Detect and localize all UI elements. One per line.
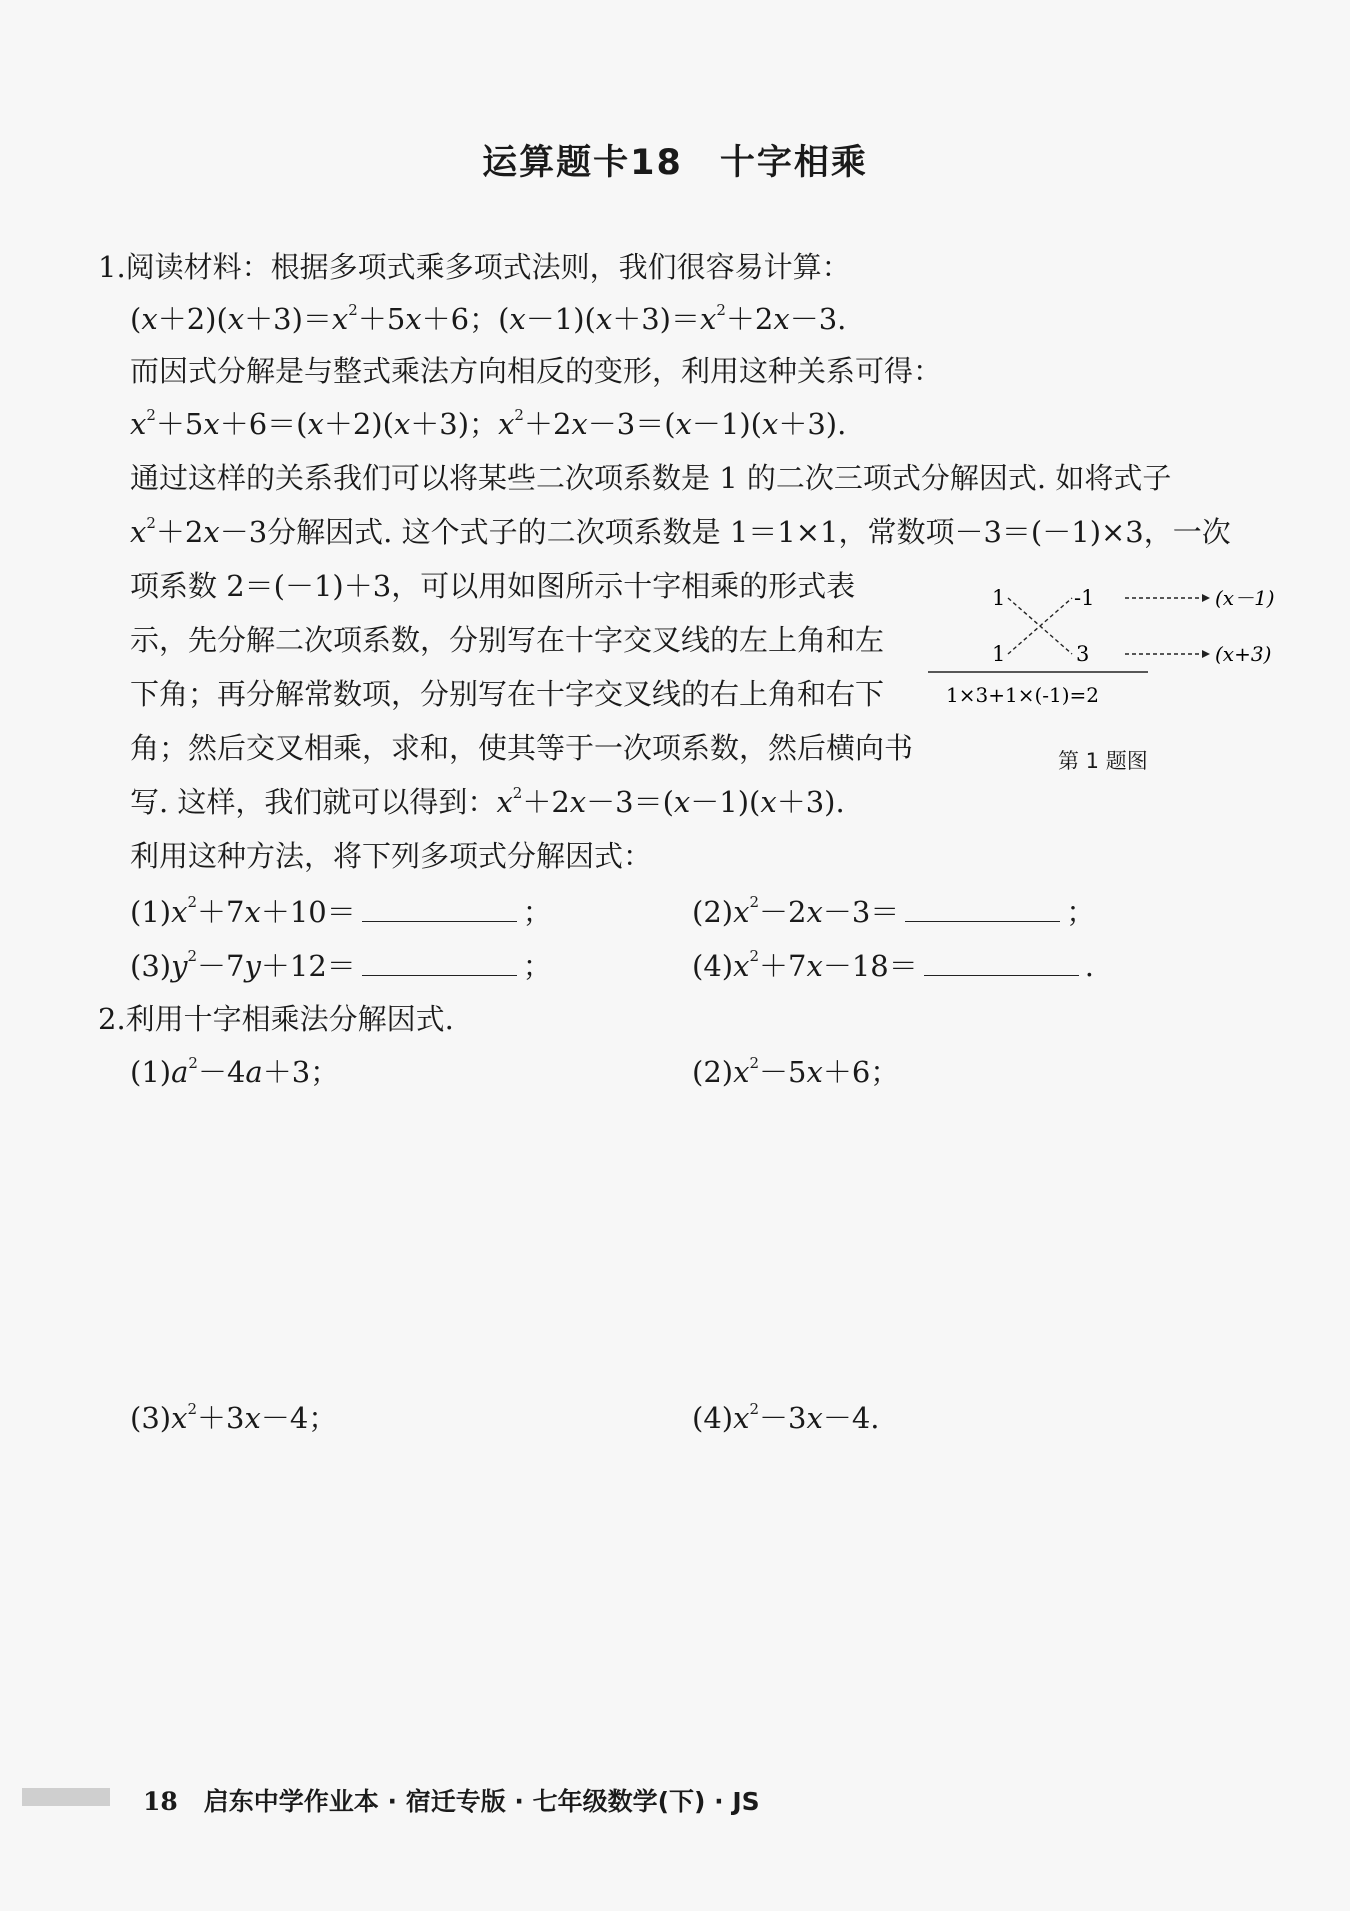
q2-part3: $(3)x^2+3x-4$；: [130, 1400, 338, 1435]
figure-result-top: (x－1): [1215, 586, 1275, 610]
answer-blank-3[interactable]: [362, 951, 517, 976]
cross-multiplication-figure: [920, 580, 1275, 710]
figure-right-top: -1: [1074, 586, 1095, 610]
q1-example-multiplication: $(x+2)(x+3)=x^2+5x+6$；$(x-1)(x+3)=x^2+2x-3$.: [130, 301, 847, 336]
page-title: 运算题卡18 十字相乘: [482, 143, 868, 183]
q1-intro: 阅读材料：根据多项式乘多项式法则，我们很容易计算：: [125, 250, 851, 284]
q1-para10: 利用这种方法，将下列多项式分解因式：: [130, 839, 653, 873]
page-footer: [143, 1782, 760, 1818]
figure-left-bottom: 1: [992, 642, 1006, 666]
figure-caption: 第 1 题图: [1058, 749, 1148, 773]
q1-part2: $(2)x^2-2x-3=$ ；: [692, 893, 1096, 929]
figure-left-top: 1: [992, 586, 1006, 610]
page-number: 18: [143, 1787, 178, 1816]
arrowhead-bottom: [1202, 650, 1210, 658]
book-title: 启东中学作业本 · 宿迁专版 · 七年级数学(下) · JS: [203, 1787, 760, 1816]
q1-para9-head: 写. 这样，我们就可以得到：: [130, 785, 497, 819]
q1-para6: 示，先分解二次项系数，分别写在十字交叉线的左上角和左: [130, 623, 885, 657]
q2-part4: $(4)x^2-3x-4$.: [692, 1400, 880, 1435]
q1-part3: $(3)y^2-7y+12=$ ；: [130, 947, 552, 983]
q1-part4: $(4)x^2+7x-18=$ .: [692, 947, 1094, 983]
footer-decoration: [22, 1788, 110, 1806]
q2-stem-line: [98, 1002, 454, 1036]
q2-part2: $(2)x^2-5x+6$；: [692, 1054, 900, 1089]
figure-right-bottom: 3: [1076, 642, 1090, 666]
q1-intro-line: [98, 250, 851, 284]
q2-stem: 利用十字相乘法分解因式.: [125, 1002, 454, 1036]
arrowhead-top: [1202, 594, 1210, 602]
q1-para5: 项系数 2＝(－1)＋3，可以用如图所示十字相乘的形式表: [130, 569, 856, 603]
q1-para3: 通过这样的关系我们可以将某些二次项系数是 1 的二次三项式分解因式. 如将式子: [130, 461, 1172, 495]
answer-blank-1[interactable]: [362, 897, 517, 922]
answer-blank-4[interactable]: [924, 951, 1079, 976]
q1-para4-tail: 分解因式. 这个式子的二次项系数是 1＝1×1，常数项－3＝(－1)×3，一次: [267, 515, 1231, 549]
q1-para4-expression: $x^2+2x-3$: [130, 514, 268, 549]
q1-para8: 角；然后交叉相乘，求和，使其等于一次项系数，然后横向书: [130, 731, 914, 765]
q1-para9: 写. 这样，我们就可以得到：$x^2+2x-3=(x-1)(x+3)$.: [130, 784, 845, 819]
q2-part1: $(1)a^2-4a+3$；: [130, 1054, 340, 1089]
q1-para4: [130, 514, 1231, 549]
figure-sum: 1×3+1×(-1)=2: [946, 683, 1100, 707]
q1-example-factorization: $x^2+5x+6=(x+2)(x+3)$；$x^2+2x-3=(x-1)(x+3)$.: [130, 406, 847, 441]
q1-number: 1.: [98, 250, 126, 284]
answer-blank-2[interactable]: [905, 897, 1060, 922]
q1-part1: $(1)x^2+7x+10=$ ；: [130, 893, 552, 929]
q1-para2: 而因式分解是与整式乘法方向相反的变形，利用这种关系可得：: [130, 354, 943, 388]
q1-para7: 下角；再分解常数项，分别写在十字交叉线的右上角和右下: [130, 677, 885, 711]
figure-result-bottom: (x+3): [1215, 642, 1272, 666]
q2-number: 2.: [98, 1002, 126, 1036]
